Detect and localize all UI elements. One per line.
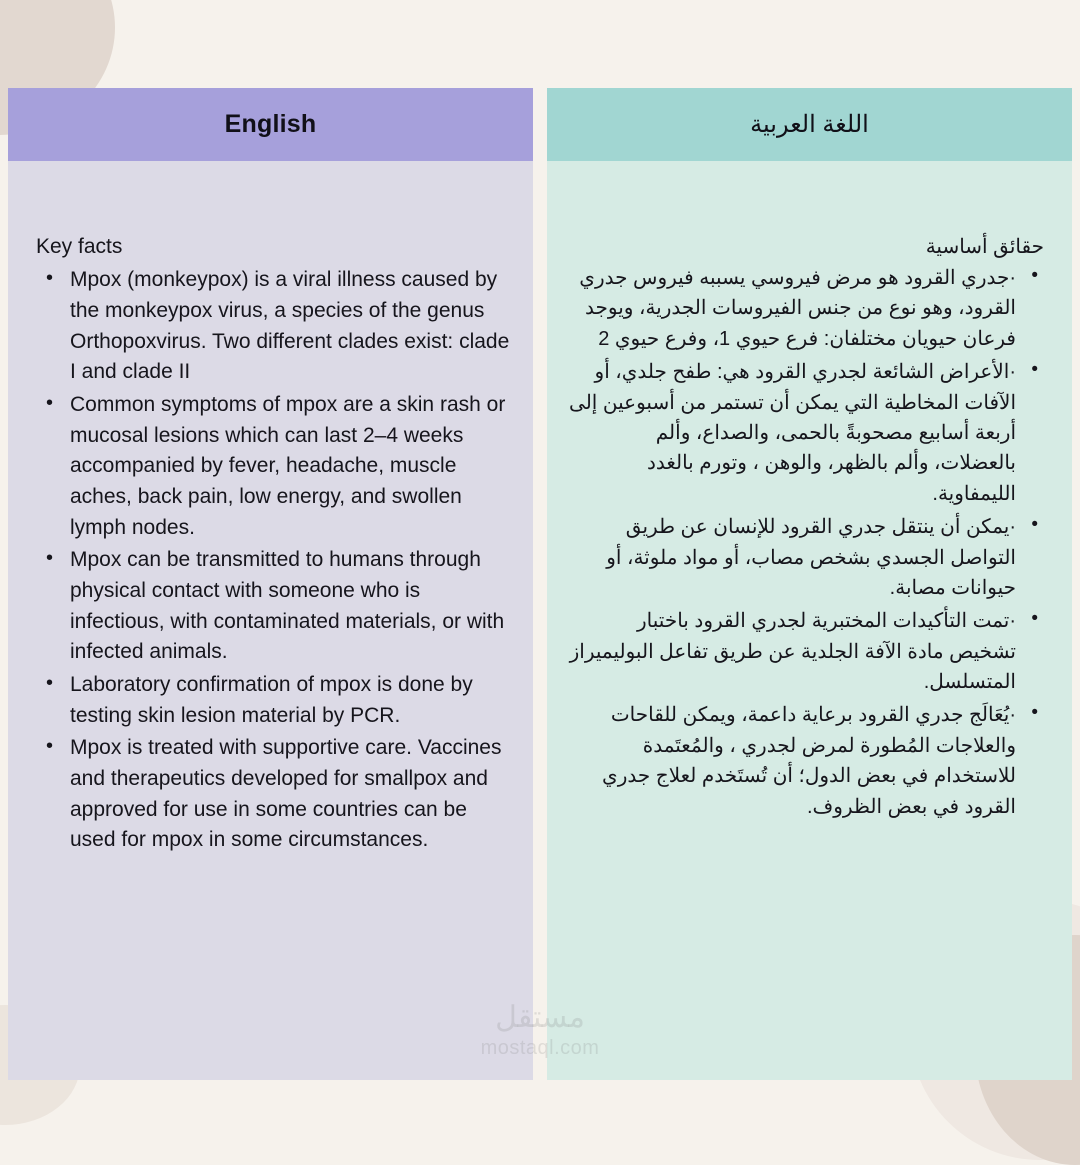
list-item: • Common symptoms of mpox are a skin rash or mucosal lesions which can last 2–4 weeks accompanied by fever, headache, muscle aches, back pain, low energy, and swollen lymph nodes. (68, 390, 511, 543)
watermark-arabic-text: مستقل (495, 1001, 585, 1034)
column-header-arabic-label: اللغة العربية (750, 111, 869, 138)
bilingual-comparison-sheet (8, 88, 1072, 1080)
list-item: • ·يمكن أن ينتقل جدري القرود للإنسان عن طريق التواصل الجسدي بشخص مصاب، أو مواد ملوثة، أو حيوانات مصابة. (569, 512, 1016, 603)
list-item: • Mpox (monkeypox) is a viral illness caused by the monkeypox virus, a species of the genus Orthopoxvirus. Two different clades exist: clade I and clade II (68, 265, 511, 388)
column-header-english (8, 88, 533, 161)
list-item: • ·جدري القرود هو مرض فيروسي يسببه فيروس جدري القرود، وهو نوع من جنس الفيروسات الجدرية، ويوجد فرعان حيويان مختلفان: فرع حيوي 1، وفرع حيوي 2 (569, 263, 1016, 354)
list-item: • ·يُعَالَج جدري القرود برعاية داعمة، ويمكن للقاحات والعلاجات المُطورة لمرض لجدري ، والمُعتَمدة للاستخدام في بعض الدول؛ أن تُستَخدم لعلاج جدري القرود في بعض الظروف. (569, 700, 1016, 822)
section-title-english: Key facts (36, 235, 123, 258)
column-body-arabic (547, 161, 1072, 1080)
watermark-domain-text: mostaql.com (480, 1037, 600, 1059)
column-header-english-label: English (224, 110, 317, 138)
list-item: • Mpox is treated with supportive care. Vaccines and therapeutics developed for smallpox and approved for use in some countries can be used for mpox in some circumstances. (68, 733, 511, 856)
section-title-arabic: حقائق أساسية (925, 236, 1044, 258)
column-english (8, 88, 533, 1080)
list-item: • ·الأعراض الشائعة لجدري القرود هي: طفح جلدي، أو الآفات المخاطية التي يمكن أن تستمر من أسبوعين إلى أربعة أسابيع مصحوبةً بالحمى، والصداع، وألم بالعضلات، وألم بالظهر، والوهن ، وتورم بالغدد الليمفاوية. (569, 357, 1016, 509)
column-arabic (547, 88, 1072, 1080)
list-item: • ·تمت التأكيدات المختبرية لجدري القرود باختبار تشخيص مادة الآفة الجلدية عن طريق تفاعل البوليميراز المتسلسل. (569, 606, 1016, 697)
list-item: • Mpox can be transmitted to humans through physical contact with someone who is infectious, with contaminated materials, or with infected animals. (68, 545, 511, 668)
column-header-arabic (547, 88, 1072, 161)
facts-list-english (30, 265, 511, 855)
facts-list-arabic (569, 263, 1050, 822)
list-item: • Laboratory confirmation of mpox is done by testing skin lesion material by PCR. (68, 670, 511, 731)
column-body-english (8, 161, 533, 1080)
